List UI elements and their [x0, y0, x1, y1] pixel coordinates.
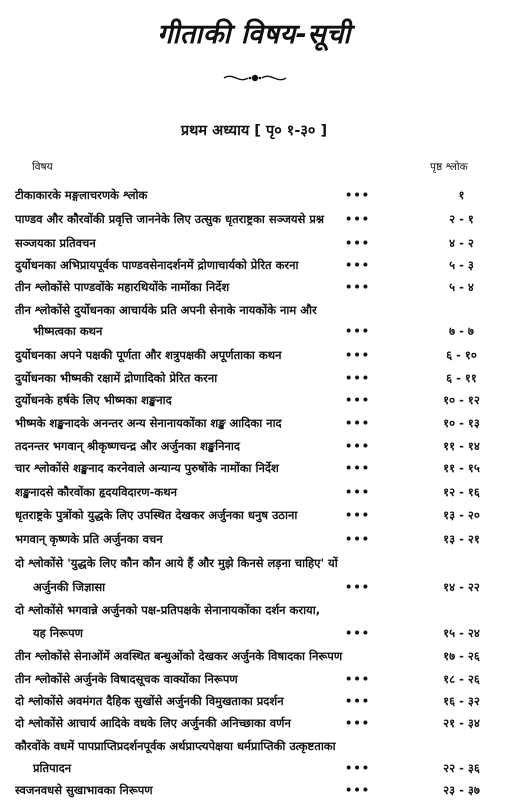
- leader-dots: •••: [345, 580, 371, 594]
- toc-row: [15, 691, 500, 711]
- toc-subject: तीन श्लोकोंसे अर्जुनके विषादसूचक वाक्योंका निरूपण: [15, 672, 238, 686]
- toc-page-number: १० - १२: [443, 393, 480, 407]
- toc-page-number: १६ - ३२: [443, 694, 480, 708]
- chapter-heading: प्रथम अध्याय [ पृ० १-३० ]: [180, 123, 328, 139]
- toc-subject: टीकाकारके मङ्गलाचरणके श्लोक: [15, 188, 148, 202]
- toc-subject: स्वजनवधसे सुखाभावका निरूपण: [15, 783, 153, 797]
- toc-subject: तीन श्लोकोंसे सेनाओंमें अवस्थित बन्धुओंको देखकर अर्जुनके विषादका निरूपण: [15, 649, 343, 663]
- toc-page-number: ५ - ४: [449, 280, 474, 294]
- toc-row: [15, 553, 500, 573]
- toc-row: [15, 368, 500, 388]
- toc-row: [15, 623, 500, 643]
- toc-row: [15, 736, 500, 756]
- toc-row: [15, 600, 500, 620]
- toc-page-number: १० - १३: [443, 416, 480, 430]
- leader-dots: •••: [345, 236, 371, 250]
- toc-row: [15, 277, 500, 297]
- toc-subject: धृतराष्ट्रके पुत्रोंको युद्धके लिए उपस्थित देखकर अर्जुनका धनुष उठाना: [15, 508, 298, 522]
- toc-page-number: १४ - २२: [443, 580, 480, 594]
- toc-page-number: १८ - २६: [443, 672, 480, 686]
- leader-dots: •••: [345, 532, 371, 546]
- leader-dots: •••: [345, 508, 371, 522]
- toc-row: [15, 345, 500, 365]
- toc-subject: दुर्योधनका अभिप्रायपूर्वक पाण्डवसेनादर्शनमें द्रोणाचार्यको प्रेरित करना: [15, 258, 299, 272]
- toc-subject: तीन श्लोकोंसे दुर्योधनका आचार्यके प्रति अपनी सेनाके नायकोंके नाम और: [15, 303, 317, 317]
- toc-page-number: २३ - ३७: [443, 783, 480, 797]
- leader-dots: •••: [345, 439, 371, 453]
- leader-dots: •••: [345, 461, 371, 475]
- toc-row: [15, 458, 500, 478]
- toc-page-number: २२ - ३६: [443, 761, 480, 775]
- leader-dots: •••: [345, 188, 371, 202]
- toc-page-number: १३ - २१: [443, 532, 480, 546]
- toc-page-number: ६ - १०: [446, 348, 477, 362]
- toc-row: [15, 780, 500, 800]
- leader-dots: •••: [345, 783, 371, 797]
- toc-subject: भीष्मके शङ्खनादके अनन्तर अन्य सेनानायकोंका शङ्ख आदिका नाद: [15, 416, 282, 430]
- toc-subject: भगवान् कृष्णके प्रति अर्जुनका वचन: [15, 532, 163, 546]
- leader-dots: •••: [345, 280, 371, 294]
- toc-page-number: १७ - २६: [443, 649, 480, 663]
- toc-subject: तीन श्लोकोंसे पाण्डवोंके महारथियोंके नामोंका निर्देश: [15, 280, 230, 294]
- column-header-page-shloka: पृष्ठ श्लोक: [430, 161, 468, 173]
- toc-page-number: ४ - २: [449, 236, 474, 250]
- toc-subject: दुर्योधनका भीष्मकी रक्षामें द्रोणादिको प्रेरित करना: [15, 371, 218, 385]
- toc-subject: प्रतिपादन: [33, 761, 72, 775]
- toc-page-number: ११ - १५: [443, 461, 480, 475]
- toc-row: [15, 713, 500, 733]
- leader-dots: •••: [345, 694, 371, 708]
- leader-dots: •••: [345, 416, 371, 430]
- toc-row: [15, 233, 500, 253]
- leader-dots: •••: [345, 371, 371, 385]
- toc-page-number: ६ - ११: [446, 371, 477, 385]
- toc-subject: शङ्खनादसे कौरवोंका हृदयविदारण-कथन: [15, 485, 177, 499]
- toc-page-number: १३ - २०: [443, 508, 480, 522]
- toc-subject: भीष्मत्वका कथन: [33, 324, 103, 338]
- toc-row: [15, 646, 500, 666]
- toc-subject: यह निरूपण: [33, 626, 83, 640]
- toc-page-number: ७ - ७: [449, 324, 474, 338]
- leader-dots: •••: [345, 348, 371, 362]
- toc-subject: पाण्डव और कौरवोंकी प्रवृत्ति जाननेके लिए उत्सुक धृतराष्ट्रका सञ्जयसे प्रश्न: [15, 212, 325, 226]
- toc-row: [15, 577, 500, 597]
- toc-page-number: १: [458, 188, 465, 202]
- leader-dots: •••: [345, 393, 371, 407]
- toc-page-number: १५ - २४: [443, 626, 480, 640]
- page-title: गीताकी विषय-सूची: [157, 19, 351, 50]
- leader-dots: •••: [345, 672, 371, 686]
- toc-subject: दो श्लोकोंसे आचार्य आदिके वधके लिए अर्जुनकी अनिच्छाका वर्णन: [15, 716, 291, 730]
- toc-subject: दो श्लोकोंसे 'युद्धके लिए कौन कौन आये हैं और मुझे किनसे लड़ना चाहिए' यों: [15, 556, 338, 570]
- toc-row: [15, 482, 500, 502]
- toc-page-number: ५ - ३: [449, 258, 474, 272]
- toc-subject: चार श्लोकोंसे शङ्खनाद करनेवाले अन्यान्य पुरुषोंके नामोंका निर्देश: [15, 461, 279, 475]
- toc-row: [15, 669, 500, 689]
- toc-row: [15, 505, 500, 525]
- toc-subject: अर्जुनकी जिज्ञासा: [33, 580, 106, 594]
- toc-page-number: ११ - १४: [443, 439, 480, 453]
- toc-row: [15, 436, 500, 456]
- toc-row: [15, 209, 500, 229]
- toc-page-number: १२ - १६: [443, 485, 480, 499]
- toc-subject: दो श्लोकोंसे अवमंगत दैहिक सुखोंसे अर्जुनकी विमुखताका प्रदर्शन: [15, 694, 284, 708]
- toc-row: [15, 529, 500, 549]
- toc-page-number: २ - १: [449, 212, 474, 226]
- toc-subject: सञ्जयका प्रतिवचन: [15, 236, 96, 250]
- leader-dots: •••: [345, 626, 371, 640]
- toc-page-number: २१ - ३४: [443, 716, 480, 730]
- toc-row: [15, 185, 500, 205]
- toc-row: [15, 390, 500, 410]
- toc-subject: कौरवोंके वधमें पापप्राप्तिप्रदर्शनपूर्वक अर्थप्राप्त्यपेक्षया धर्मप्राप्तिकी उत्कृष्टताका: [15, 739, 336, 753]
- flourish-ornament-icon: [222, 70, 288, 86]
- leader-dots: •••: [345, 324, 371, 338]
- toc-row: [15, 321, 500, 341]
- leader-dots: •••: [345, 212, 371, 226]
- leader-dots: •••: [345, 258, 371, 272]
- column-header-subject: विषय: [32, 161, 53, 173]
- leader-dots: •••: [345, 761, 371, 775]
- toc-subject: दुर्योधनके हर्षके लिए भीष्मका शङ्खनाद: [15, 393, 172, 407]
- leader-dots: •••: [345, 485, 371, 499]
- toc-row: [15, 300, 500, 320]
- toc-subject: दुर्योधनका अपने पक्षकी पूर्णता और शत्रुपक्षकी अपूर्णताका कथन: [15, 348, 282, 362]
- toc-subject: तदनन्तर भगवान् श्रीकृष्णचन्द्र और अर्जुनका शङ्खनिनाद: [15, 439, 241, 453]
- toc-subject: दो श्लोकोंसे भगवान्ने अर्जुनको पक्ष-प्रतिपक्षके सेनानायकोंका दर्शन कराया,: [15, 603, 321, 617]
- leader-dots: •••: [345, 716, 371, 730]
- toc-row: [15, 413, 500, 433]
- toc-row: [15, 255, 500, 275]
- toc-row: [15, 758, 500, 778]
